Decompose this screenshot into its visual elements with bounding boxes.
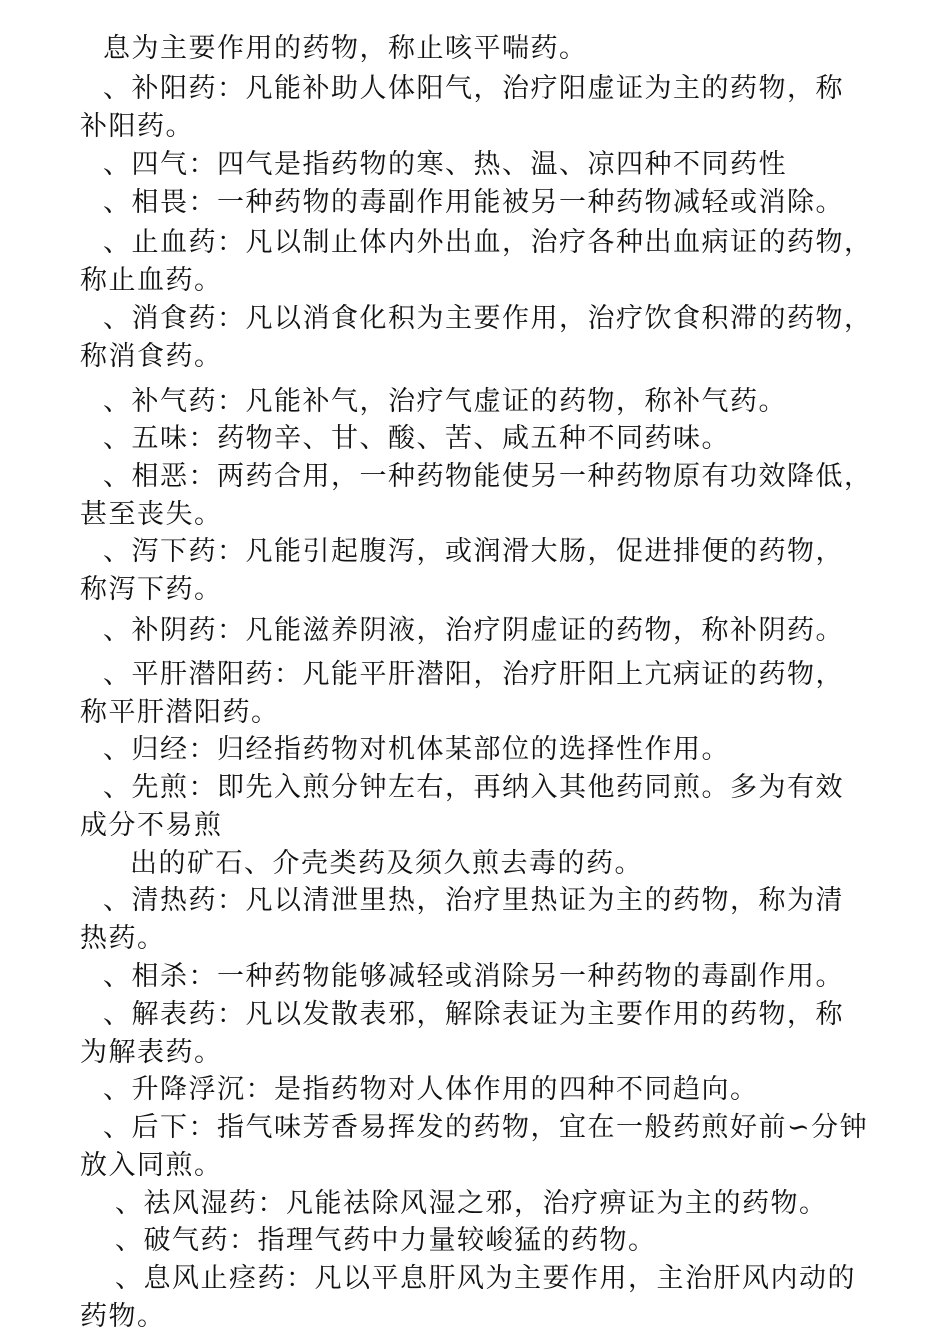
text-line: 称泻下药。 <box>80 574 223 605</box>
text-line: 、平肝潜阳药：凡能平肝潜阳，治疗肝阳上亢病证的药物， <box>103 659 844 690</box>
text-line: 、归经：归经指药物对机体某部位的选择性作用。 <box>103 734 730 765</box>
text-line: 甚至丧失。 <box>80 499 223 530</box>
text-line: 、补阴药：凡能滋养阴液，治疗阴虚证的药物，称补阴药。 <box>103 615 844 646</box>
text-line: 息为主要作用的药物，称止咳平喘药。 <box>103 33 588 64</box>
text-line: 补阳药。 <box>80 111 194 142</box>
text-line: 、泻下药：凡能引起腹泻，或润滑大肠，促进排便的药物， <box>103 536 844 567</box>
text-line: 、消食药：凡以消食化积为主要作用，治疗饮食积滞的药物， <box>103 303 873 334</box>
text-line: 为解表药。 <box>80 1037 223 1068</box>
text-line: 药物。 <box>80 1301 166 1332</box>
text-line: 、补气药：凡能补气，治疗气虚证的药物，称补气药。 <box>103 386 787 417</box>
text-line: 成分不易煎 <box>80 810 223 841</box>
text-line: 、先煎：即先入煎分钟左右，再纳入其他药同煎。多为有效 <box>103 772 844 803</box>
text-line: 、补阳药：凡能补助人体阳气，治疗阳虚证为主的药物，称 <box>103 73 844 104</box>
text-line: 、清热药：凡以清泄里热，治疗里热证为主的药物，称为清 <box>103 885 844 916</box>
text-line: 、解表药：凡以发散表邪，解除表证为主要作用的药物，称 <box>103 999 844 1030</box>
text-line: 、四气：四气是指药物的寒、热、温、凉四种不同药性 <box>103 149 787 180</box>
text-line: 、止血药：凡以制止体内外出血，治疗各种出血病证的药物， <box>103 227 873 258</box>
text-line: 、破气药：指理气药中力量较峻猛的药物。 <box>115 1225 657 1256</box>
text-line: 放入同煎。 <box>80 1150 223 1181</box>
text-line: 、相杀：一种药物能够减轻或消除另一种药物的毒副作用。 <box>103 961 844 992</box>
text-line: 热药。 <box>80 923 166 954</box>
text-line: 、息风止痉药：凡以平息肝风为主要作用，主治肝风内动的 <box>115 1263 856 1294</box>
text-line: 称平肝潜阳药。 <box>80 697 280 728</box>
text-line: 、后下：指气味芳香易挥发的药物，宜在一般药煎好前∽分钟 <box>103 1112 869 1143</box>
text-line: 称消食药。 <box>80 341 223 372</box>
text-line: 称止血药。 <box>80 265 223 296</box>
text-line: 、升降浮沉：是指药物对人体作用的四种不同趋向。 <box>103 1074 759 1105</box>
text-line: 、相恶：两药合用，一种药物能使另一种药物原有功效降低， <box>103 461 873 492</box>
text-line: 、相畏：一种药物的毒副作用能被另一种药物减轻或消除。 <box>103 187 844 218</box>
text-line: 、祛风湿药：凡能祛除风湿之邪，治疗痹证为主的药物。 <box>115 1188 828 1219</box>
text-line: 出的矿石、介壳类药及须久煎去毒的药。 <box>130 848 643 879</box>
text-line: 、五味：药物辛、甘、酸、苦、咸五种不同药味。 <box>103 423 730 454</box>
